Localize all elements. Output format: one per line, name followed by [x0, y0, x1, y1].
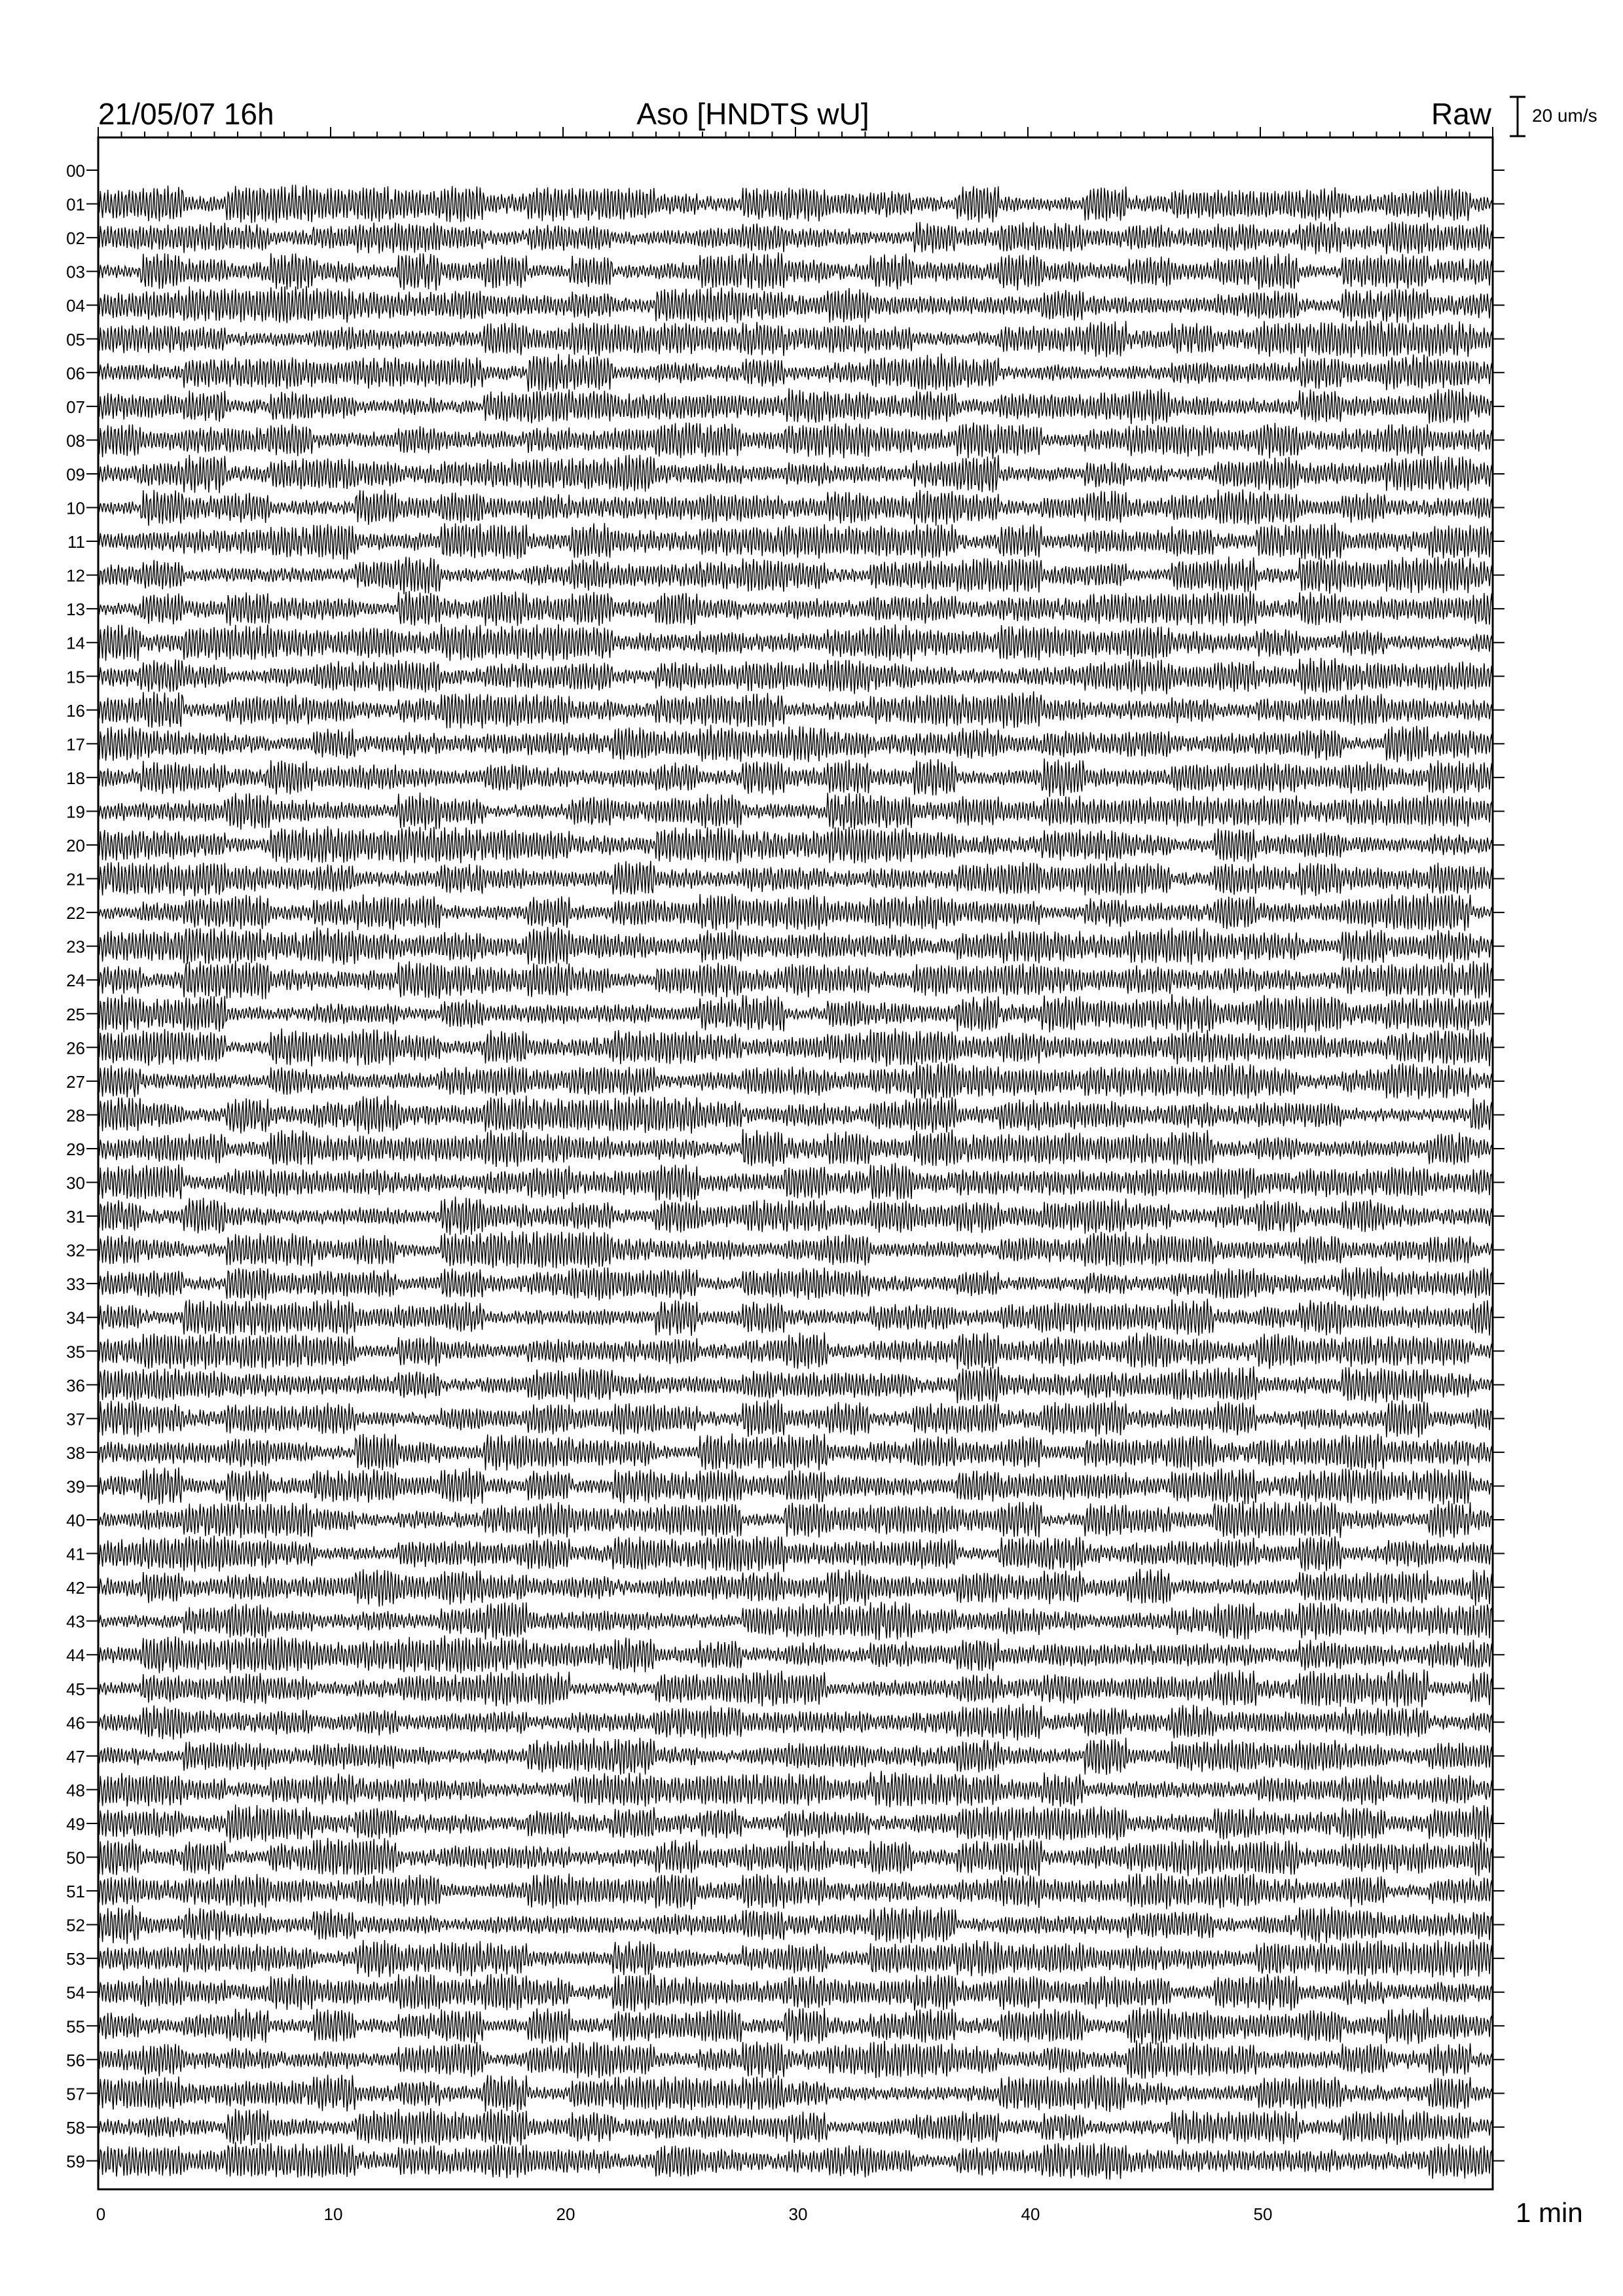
row-label: 52	[66, 1915, 85, 1935]
row-label: 18	[66, 768, 85, 788]
row-label: 36	[66, 1375, 85, 1395]
row-label: 02	[66, 228, 85, 249]
row-label: 59	[66, 2151, 85, 2172]
mode-label: Raw	[1431, 97, 1491, 131]
row-label: 33	[66, 1274, 85, 1295]
row-label: 23	[66, 937, 85, 957]
row-label: 31	[66, 1207, 85, 1227]
row-label: 20	[66, 836, 85, 855]
row-label: 44	[66, 1645, 85, 1666]
row-label: 05	[66, 329, 85, 350]
row-label: 19	[66, 802, 85, 822]
row-label: 45	[66, 1679, 85, 1699]
row-label: 48	[66, 1780, 85, 1801]
row-label: 11	[67, 532, 85, 552]
row-label: 03	[66, 262, 85, 282]
row-label: 39	[66, 1477, 85, 1497]
row-label: 28	[66, 1105, 85, 1126]
row-label: 53	[66, 1949, 85, 1969]
row-label: 06	[66, 363, 85, 384]
row-label: 50	[66, 1848, 85, 1868]
row-label: 09	[66, 464, 85, 484]
row-label: 49	[66, 1814, 85, 1834]
date-hour-label: 21/05/07 16h	[98, 97, 274, 131]
row-label: 57	[66, 2084, 85, 2104]
row-label: 30	[66, 1173, 85, 1193]
x-tick-label: 50	[1253, 2204, 1273, 2224]
scale-bar-label: 20 um/s	[1532, 105, 1597, 126]
row-label: 24	[66, 971, 85, 991]
row-label: 15	[66, 667, 85, 687]
row-label: 43	[66, 1611, 85, 1632]
row-label: 34	[66, 1308, 85, 1328]
row-label: 16	[66, 700, 85, 721]
row-label: 35	[66, 1342, 85, 1362]
row-label: 41	[66, 1544, 85, 1564]
x-tick-label: 20	[556, 2204, 575, 2224]
row-label: 26	[66, 1038, 85, 1058]
row-label: 13	[66, 600, 85, 620]
x-tick-label: 0	[96, 2204, 106, 2224]
row-label: 04	[66, 296, 85, 316]
x-tick-label: 30	[788, 2204, 808, 2224]
row-label: 27	[66, 1071, 85, 1092]
row-label: 46	[66, 1713, 85, 1733]
row-label: 22	[66, 903, 85, 924]
row-label: 12	[66, 565, 85, 586]
row-label: 47	[66, 1746, 85, 1767]
row-label: 17	[66, 734, 85, 755]
x-tick-label: 40	[1021, 2204, 1040, 2224]
row-label: 10	[66, 498, 85, 518]
row-label: 55	[66, 2017, 85, 2037]
row-label: 37	[66, 1409, 85, 1429]
row-label: 56	[66, 2050, 85, 2070]
station-title: Aso [HNDTS wU]	[636, 97, 869, 131]
row-label: 29	[66, 1139, 85, 1159]
row-label: 07	[66, 397, 85, 417]
row-label: 40	[66, 1511, 85, 1530]
row-label: 38	[66, 1443, 85, 1463]
row-label: 14	[66, 633, 85, 653]
row-label: 01	[66, 194, 85, 215]
row-label: 21	[66, 869, 85, 889]
per-line-duration-label: 1 min	[1516, 2197, 1583, 2228]
row-label: 08	[66, 431, 85, 451]
row-label: 42	[66, 1578, 85, 1598]
row-label: 51	[66, 1882, 85, 1902]
row-label: 32	[66, 1240, 85, 1261]
row-label: 58	[66, 2117, 85, 2138]
row-label: 00	[66, 161, 85, 181]
row-label: 25	[66, 1004, 85, 1024]
row-label: 54	[66, 1982, 85, 2003]
x-tick-label: 10	[323, 2204, 343, 2224]
